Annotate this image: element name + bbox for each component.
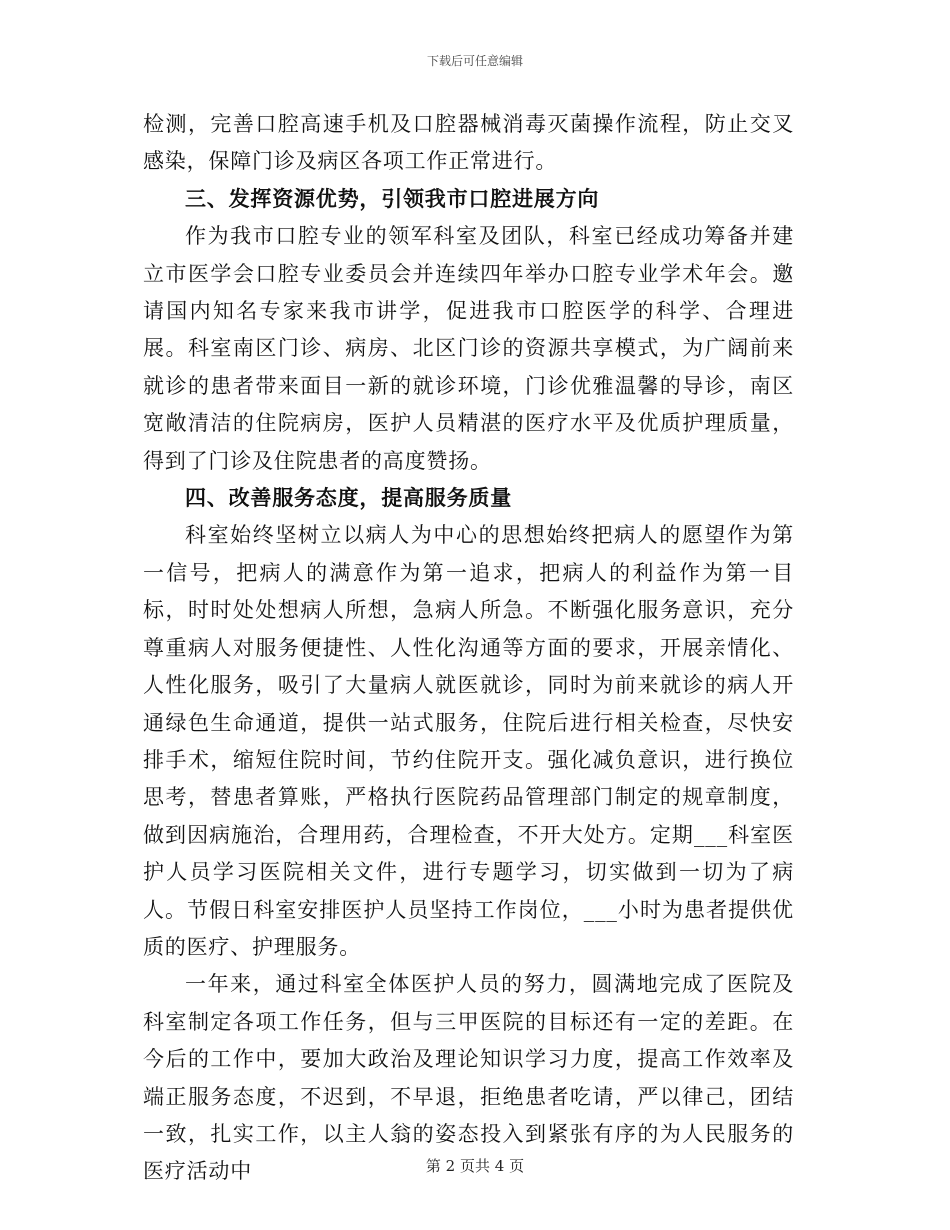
paragraph-disinfection-continuation: 检测，完善口腔高速手机及口腔器械消毒灭菌操作流程，防止交叉感染，保障门诊及病区各项工作正常进行。 [143, 112, 794, 174]
paragraph-year-summary: 一年来，通过科室全体医护人员的努力，圆满地完成了医院及科室制定各项工作任务，但与三甲医院的目标还有一定的差距。在今后的工作中，要加大政治及理论知识学习力度，提高工作效率及端正服务态度，不迟到，不早退，拒绝患者吃请，严以律己，团结一致，扎实工作，以主人翁的姿态投入到紧张有序的为人民服务的医疗活动中 [143, 972, 794, 1184]
document-body [143, 106, 794, 1191]
page-header-note: 下载后可任意编辑 [426, 54, 523, 68]
section-heading-3: 三、发挥资源优势，引领我市口腔进展方向 [185, 186, 600, 211]
section-heading-4: 四、改善服务态度，提高服务质量 [185, 486, 512, 511]
page-number-footer: 第 2 页共 4 页 [425, 1157, 525, 1175]
paragraph-resource-advantage: 作为我市口腔专业的领军科室及团队，科室已经成功筹备并建立市医学会口腔专业委员会并连续四年举办口腔专业学术年会。邀请国内知名专家来我市讲学，促进我市口腔医学的科学、合理进展。科室南区门诊、病房、北区门诊的资源共享模式，为广阔前来就诊的患者带来面目一新的就诊环境，门诊优雅温馨的导诊，南区宽敞清洁的住院病房，医护人员精湛的医疗水平及优质护理质量，得到了门诊及住院患者的高度赞扬。 [143, 224, 794, 473]
paragraph-service-quality: 科室始终坚树立以病人为中心的思想始终把病人的愿望作为第一信号，把病人的满意作为第一追求，把病人的利益作为第一目标，时时处处想病人所想，急病人所急。不断强化服务意识，充分尊重病人对服务便捷性、人性化沟通等方面的要求，开展亲情化、人性化服务，吸引了大量病人就医就诊，同时为前来就诊的病人开通绿色生命通道，提供一站式服务，住院后进行相关检查，尽快安排手术，缩短住院时间，节约住院开支。强化减负意识，进行换位思考，替患者算账，严格执行医院药品管理部门制定的规章制度，做到因病施治，合理用药，合理检查，不开大处方。定期___科室医护人员学习医院相关文件，进行专题学习，切实做到一切为了病人。节假日科室安排医护人员坚持工作岗位，___小时为患者提供优质的医疗、护理服务。 [143, 523, 794, 959]
